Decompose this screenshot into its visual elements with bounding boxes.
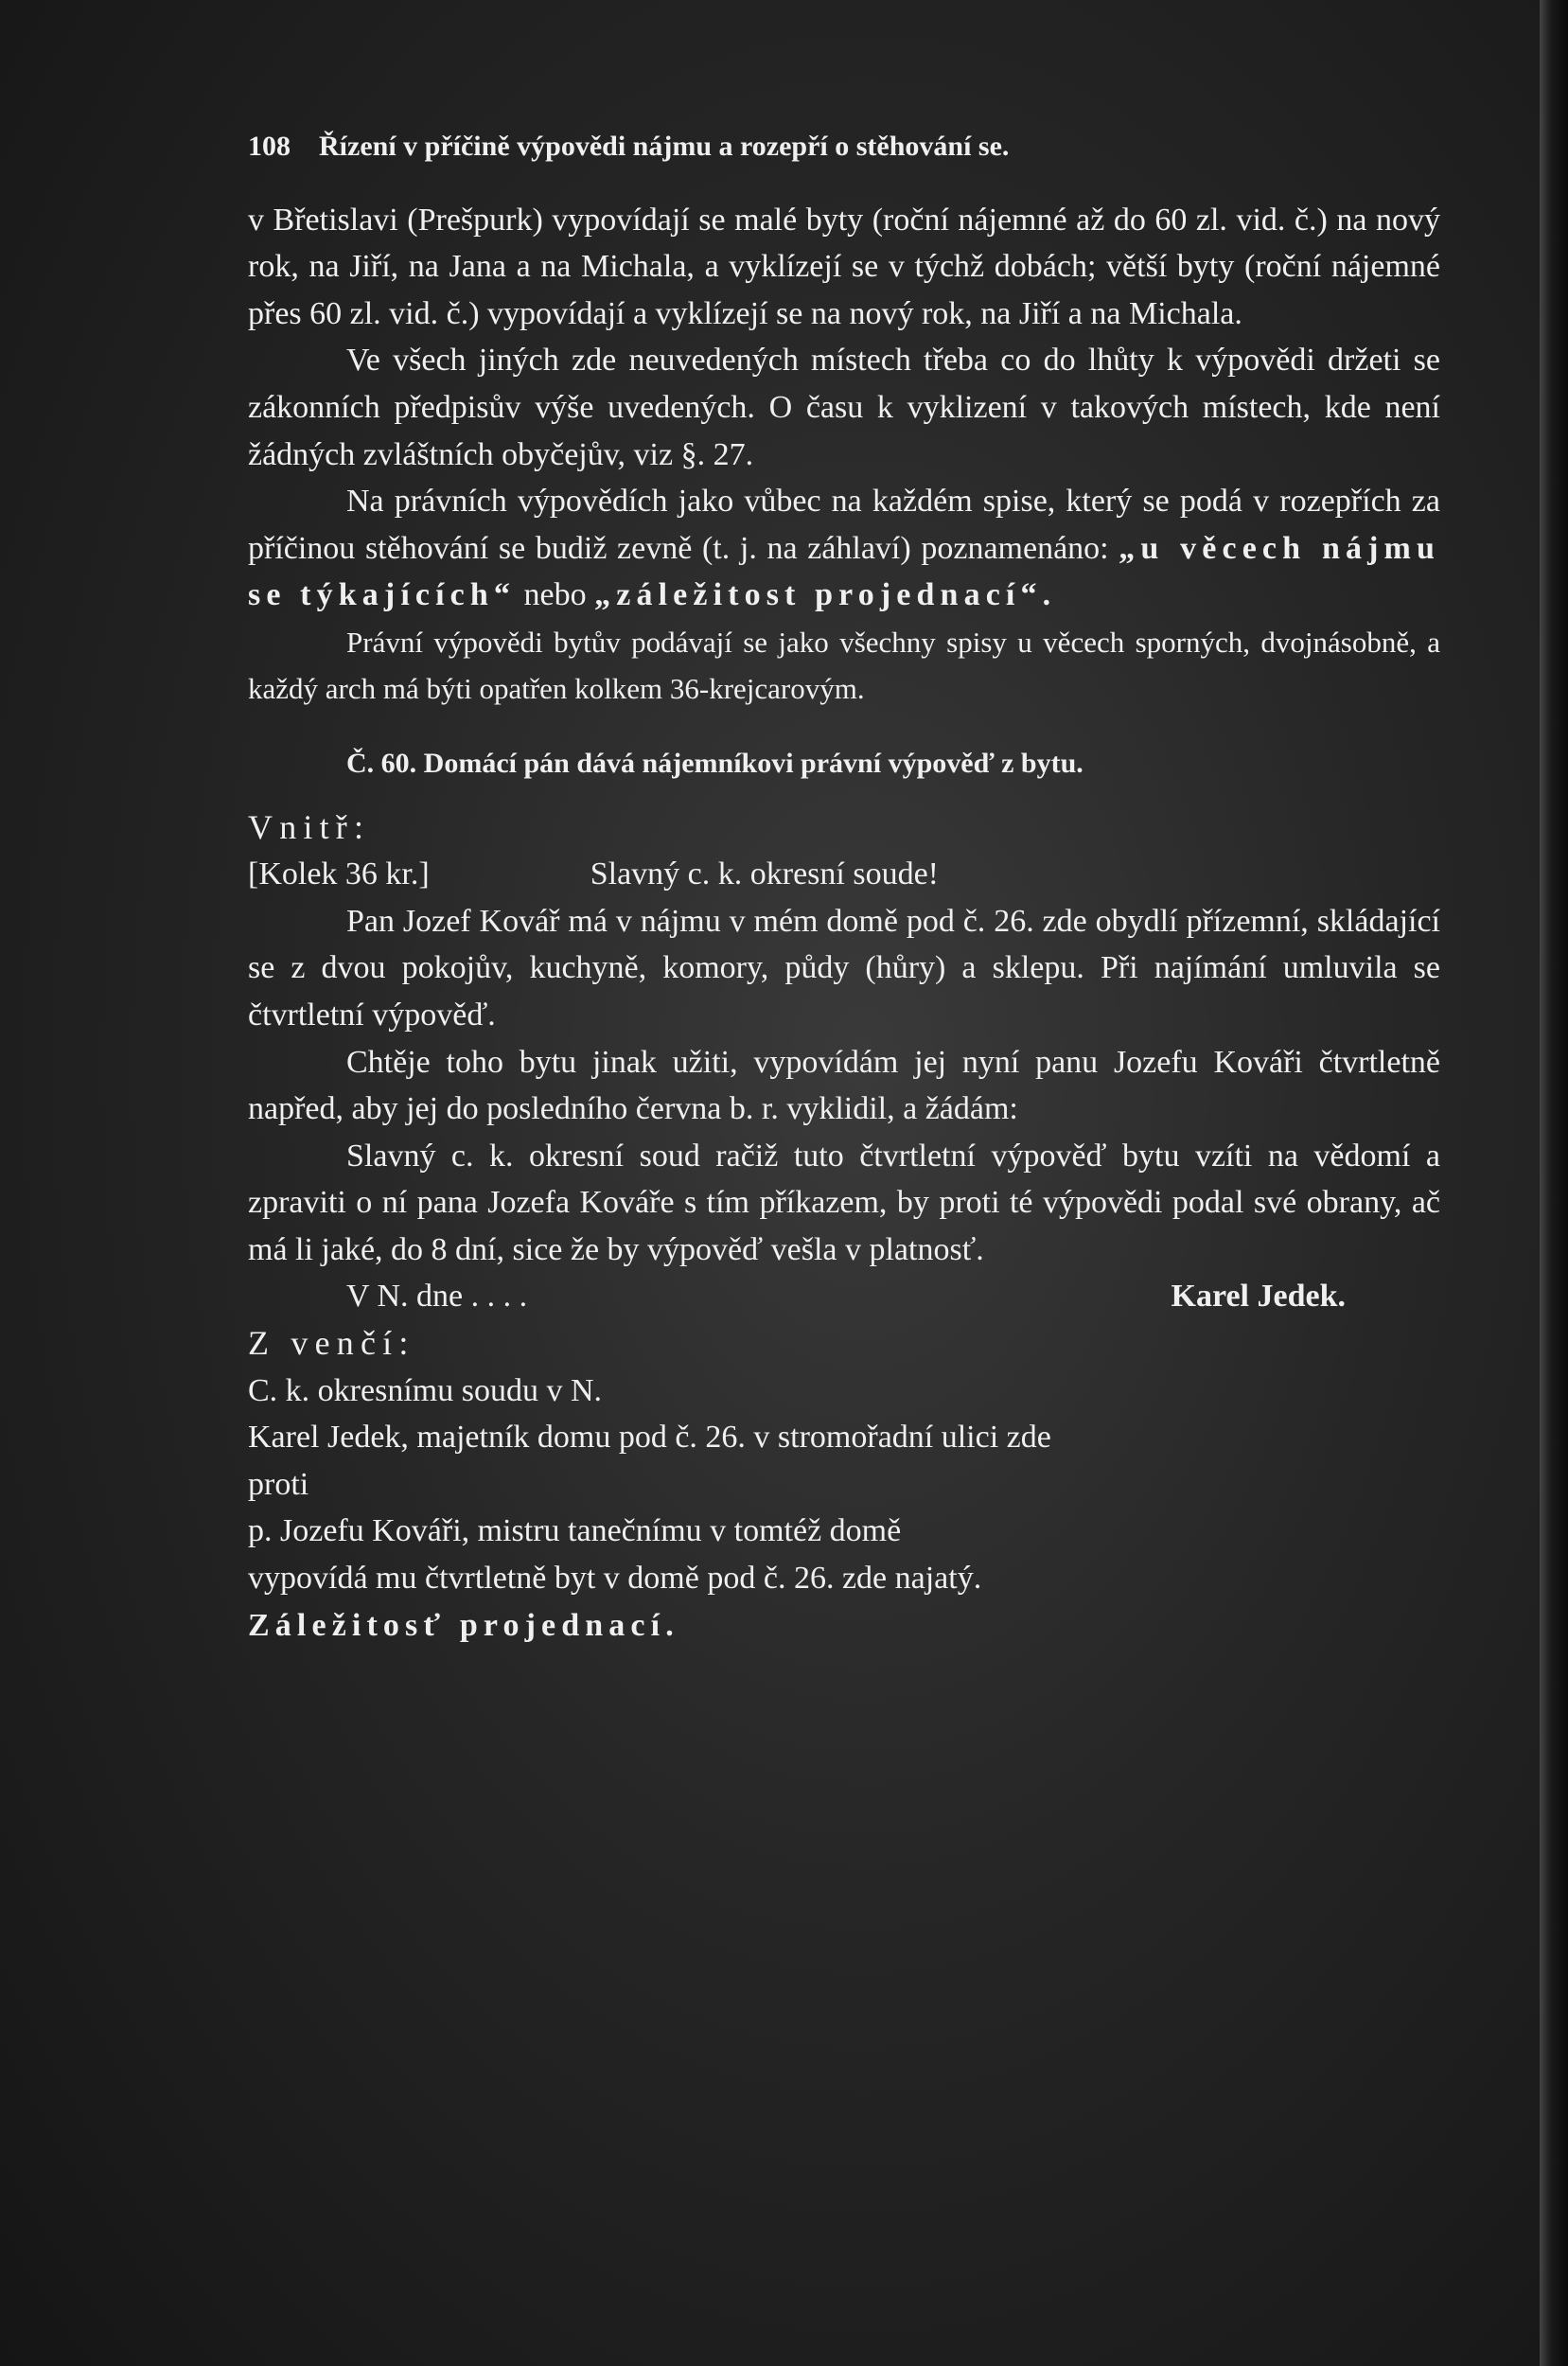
form-stamp: [Kolek 36 kr.]	[248, 856, 430, 892]
section-number: Č. 60.	[346, 747, 417, 779]
form-against: proti	[248, 1466, 309, 1502]
paragraph-4: Právní výpovědi bytův podávají se jako všechny spisy u věcech sporných, dvojnásobně, a každý arch má býti opatřen kolkem 36-krejcarovým.	[248, 625, 1440, 705]
form-place-date: V N. dne . . . .	[346, 1279, 528, 1315]
form-outside-label: Z venčí:	[248, 1324, 415, 1363]
form-body-3: Slavný c. k. okresní soud račiž tuto čtvrtletní výpověď bytu vzíti na vědomí a zpraviti o ní pana Jozefa Kováře s tím příkazem, by proti té výpovědi podal své obrany, ač má li jaké, do 8 dní, sice že by výpověď vešla v platnosť.	[248, 1138, 1440, 1267]
form-signature-row	[248, 1273, 1440, 1320]
form-court-address: Slavný c. k. okresní soude!	[590, 856, 939, 892]
form-body-2: Chtěje toho bytu jinak užiti, vypovídám jej nyní panu Jozefu Kováři čtvrtletně napřed, aby jej do posledního června b. r. vyklidil, a žádám:	[248, 1044, 1440, 1127]
paragraph-3-quote-2: „záležitost projednací“.	[594, 577, 1057, 613]
running-title: Řízení v příčině výpovědi nájmu a rozepří o stěhování se.	[319, 131, 1010, 162]
form-address-3: p. Jozefu Kováři, mistru tanečnímu v tomtéž domě	[248, 1513, 902, 1549]
form-stamp-row	[248, 851, 939, 898]
form-body-1: Pan Jozef Kovář má v nájmu v mém domě pod č. 26. zde obydlí přízemní, skládající se z dvou pokojův, kuchyně, komory, půdy (hůry) a sklepu. Při najímání umluvila se čtvrtletní výpověď.	[248, 903, 1440, 1033]
form-signature: Karel Jedek.	[1171, 1279, 1346, 1315]
page-edge-shadow	[1540, 0, 1568, 2366]
page-content	[248, 123, 1440, 1649]
section-heading	[248, 740, 1440, 787]
running-header	[248, 123, 1440, 170]
paragraph-3-text: Na právních výpovědích jako vůbec na každém spise, který se podá v rozepřích za příčinou stěhování se budiž zevně (t. j. na záhlaví) poznamenáno:	[248, 484, 1440, 566]
section-title: Domácí pán dává nájemníkovi právní výpověď z bytu.	[423, 747, 1084, 779]
form-inside-label: Vnitř:	[248, 807, 371, 846]
form-address-4: vypovídá mu čtvrtletně byt v domě pod č. 26. zde najatý.	[248, 1561, 982, 1597]
paragraph-2: Ve všech jiných zde neuvedených místech třeba co do lhůty k výpovědi držeti se zákonních předpisův výše uvedených. O času k vyklizení v takových místech, kde není žádných zvláštních obyčejův, viz §. 27.	[248, 343, 1440, 472]
paragraph-3-quote-1: „u věcech nájmu se týkajících“	[248, 530, 1441, 613]
form-address-2: Karel Jedek, majetník domu pod č. 26. v stromořadní ulici zde	[248, 1420, 1051, 1456]
page-number: 108	[248, 131, 291, 162]
paragraph-1: v Břetislavi (Prešpurk) vypovídají se malé byty (roční nájemné až do 60 zl. vid. č.) na nový rok, na Jiří, na Jana a na Michala, a vyklízejí se v týchž dobách; větší byty (roční nájemné přes 60 zl. vid. č.) vypovídají a vyklízejí se na nový rok, na Jiří a na Michala.	[248, 202, 1440, 331]
form-final-note: Záležitosť projednací.	[248, 1607, 679, 1643]
paragraph-3	[248, 478, 1440, 619]
form-address-1: C. k. okresnímu soudu v N.	[248, 1372, 602, 1408]
paragraph-3-or: nebo	[523, 577, 587, 613]
